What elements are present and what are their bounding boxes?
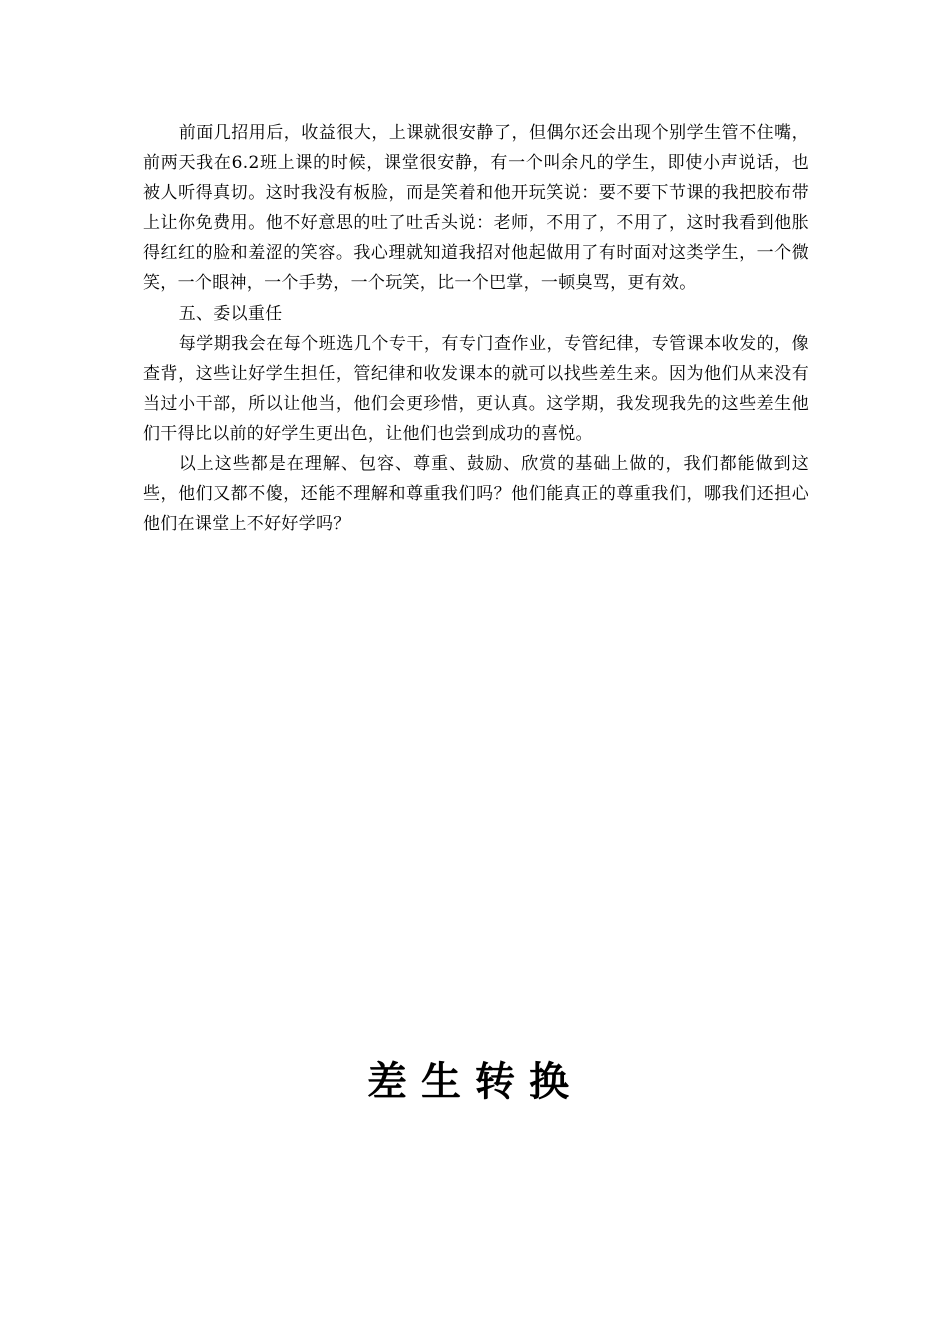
paragraph-conclusion: 以上这些都是在理解、包容、尊重、鼓励、欣赏的基础上做的，我们都能做到这些，他们又都不傻，还能不理解和尊重我们吗？他们能真正的尊重我们，哪我们还担心他们在课堂上不好好学吗？ — [143, 454, 809, 535]
document-title: 差生转换 — [367, 1059, 583, 1105]
paragraph-quiet-class: 前面几招用后，收益很大，上课就很安静了，但偶尔还会出现个别学生管不住嘴，前两天我在6.2班上课的时候，课堂很安静，有一个叫余凡的学生，即使小声说话，也被人听得真切。这时我没有板脸，而是笑着和他开玩笑说：要不要下节课的我把胶布带上让你免费用。他不好意思的吐了吐舌头说：老师，不用了，不用了，这时我看到他胀得红红的脸和羞涩的笑容。我心理就知道我招对他起做用了有时面对这类学生，一个微笑，一个眼神，一个手势，一个玩笑，比一个巴掌，一顿臭骂，更有效。 — [143, 123, 809, 294]
document-body — [143, 118, 809, 539]
paragraph-assign-duties: 每学期我会在每个班选几个专干，有专门查作业，专管纪律，专管课本收发的，像查背，这些让好学生担任，管纪律和收发课本的就可以找些差生来。因为他们从来没有当过小干部，所以让他当，他们会更珍惜，更认真。这学期，我发现我先的这些差生他们干得比以前的好学生更出色，让他们也尝到成功的喜悦。 — [143, 333, 809, 444]
section-heading-five: 五、委以重任 — [178, 303, 283, 324]
